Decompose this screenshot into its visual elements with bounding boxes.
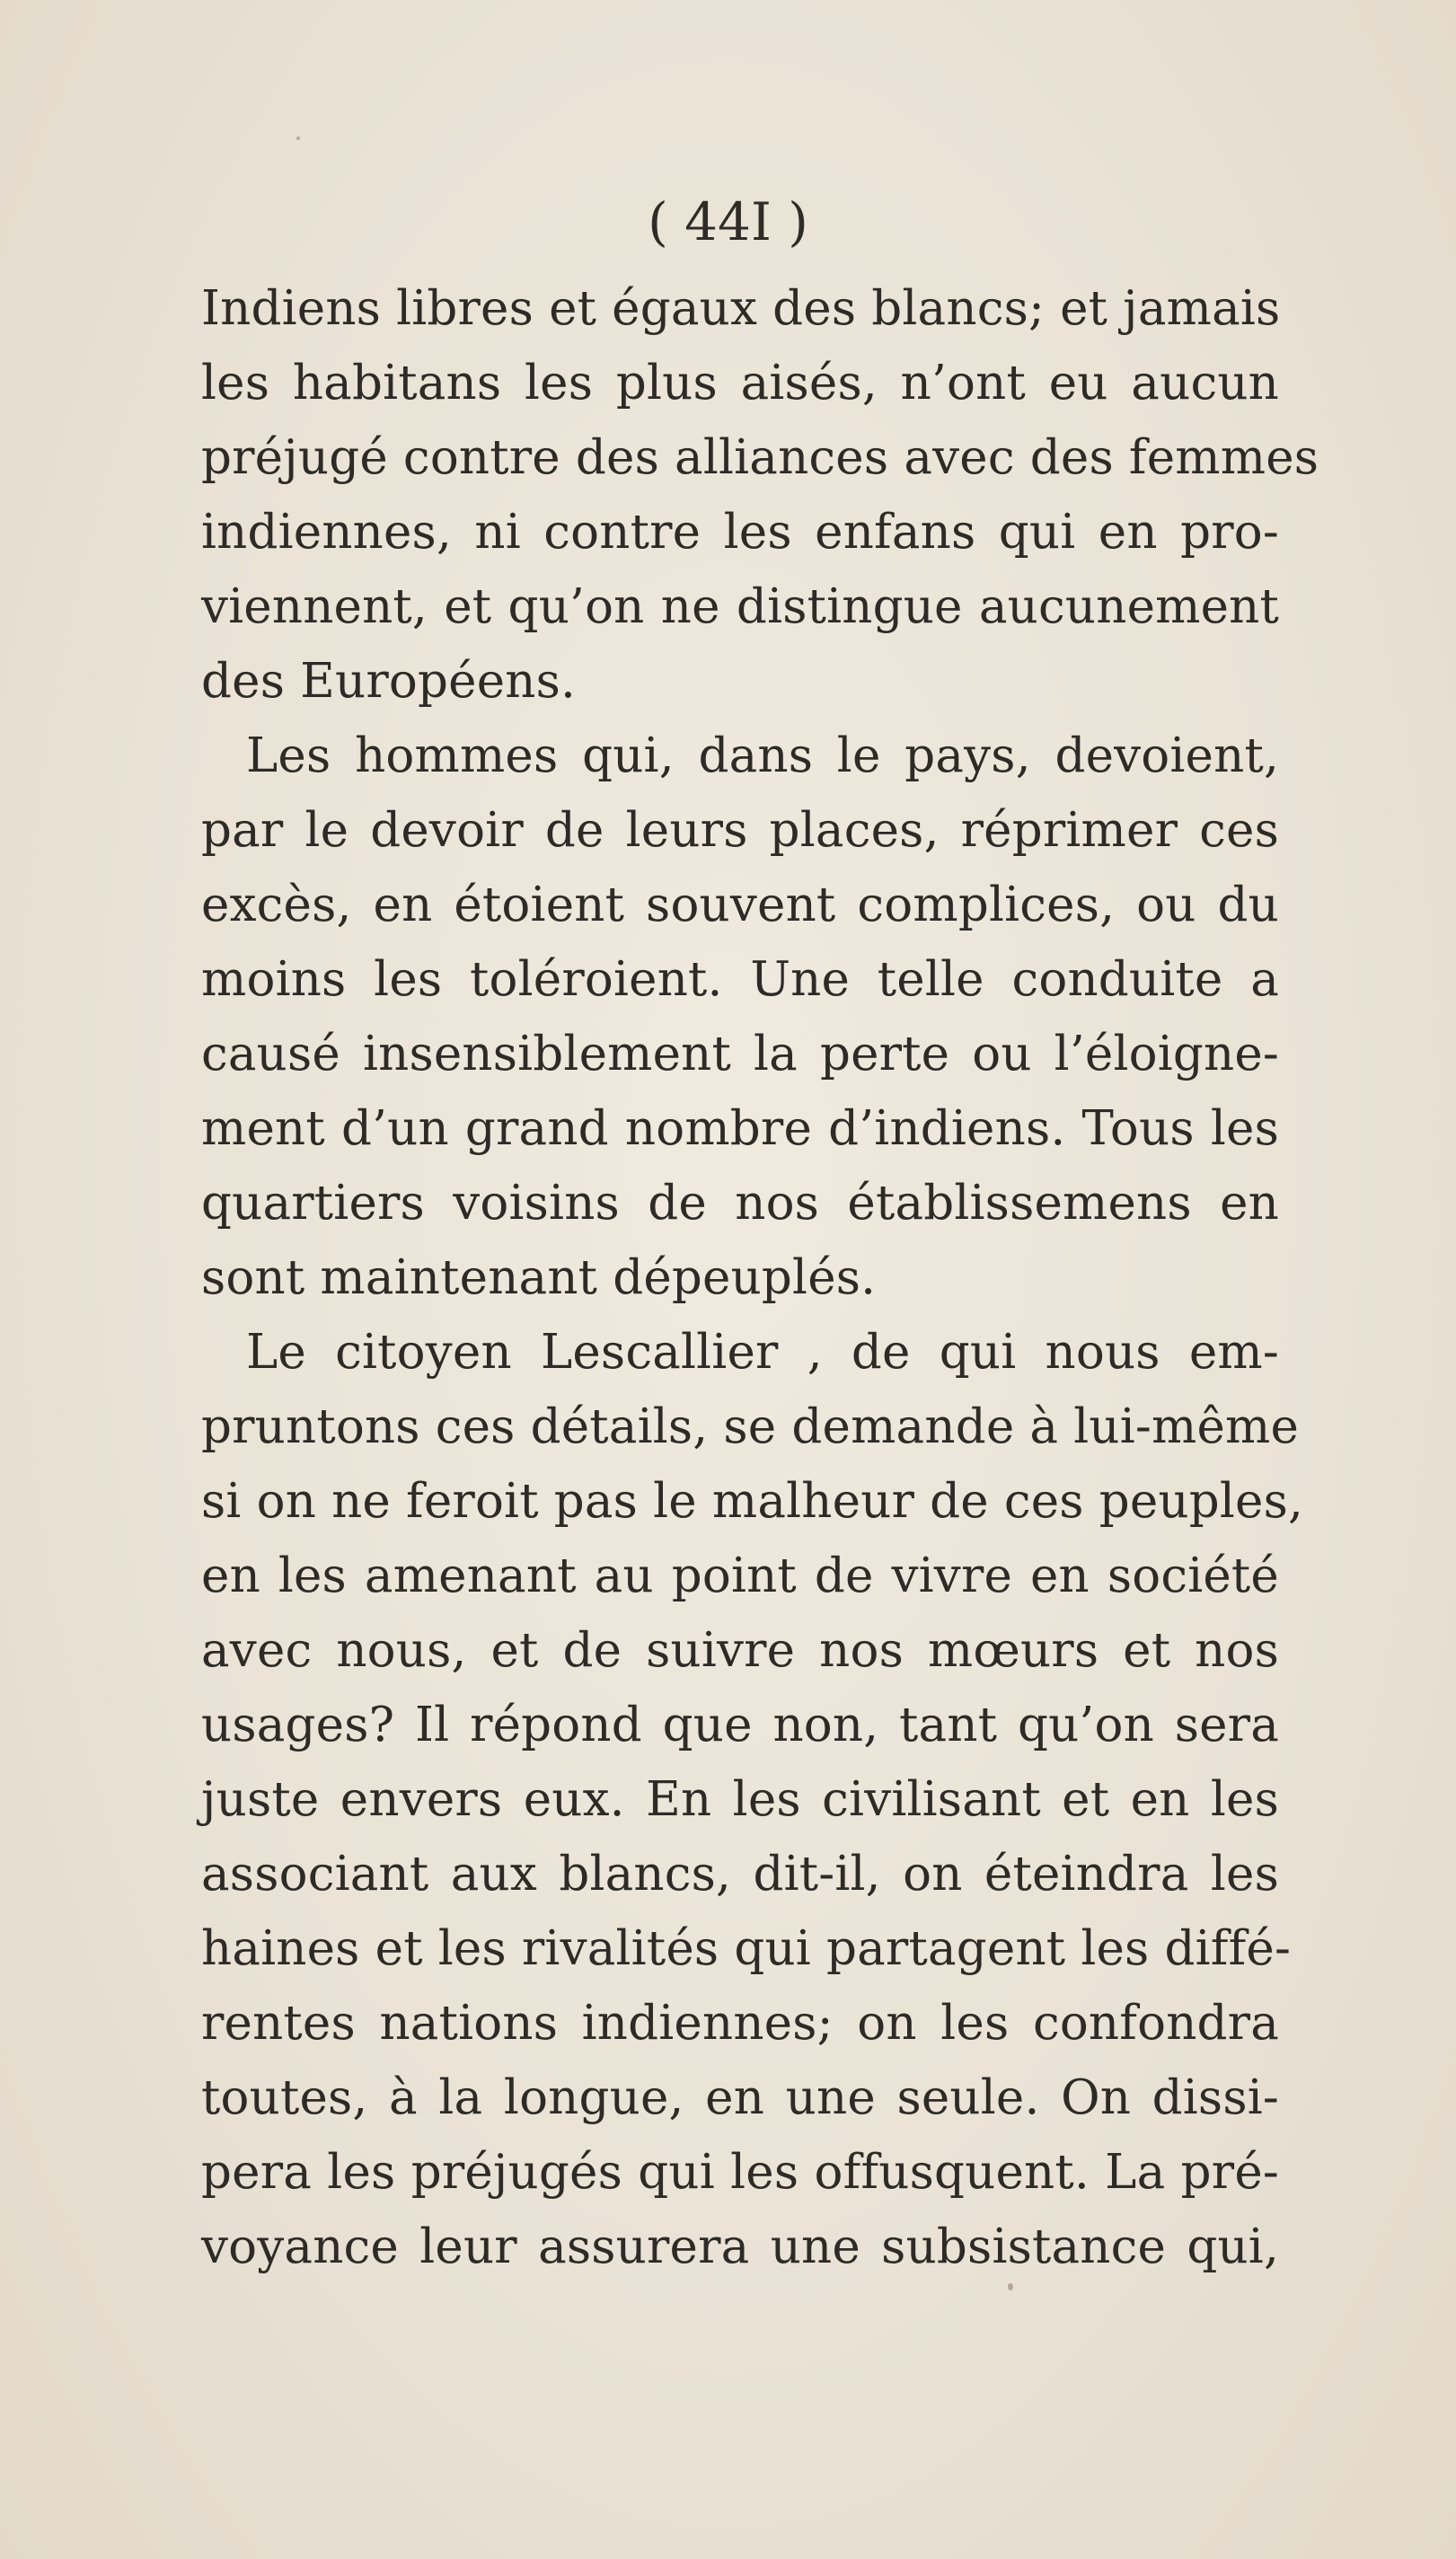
text-line: les habitans les plus aisés, n’ont eu aucun (201, 356, 1279, 410)
text-line: haines et les rivalités qui partagent les diffé- (201, 1921, 1292, 1976)
text-line: des Européens. (201, 654, 577, 709)
text-line: toutes, à la longue, en une seule. On dissi- (201, 2070, 1279, 2125)
paragraph-start-line: Les hommes qui, dans le pays, devoient, (246, 728, 1279, 783)
text-line: quartiers voisins de nos établissemens en (201, 1176, 1279, 1231)
text-line: par le devoir de leurs places, réprimer ces (201, 803, 1279, 858)
text-line: juste envers eux. En les civilisant et en les (201, 1772, 1279, 1827)
text-line: si on ne feroit pas le malheur de ces peuples, (201, 1474, 1304, 1529)
text-line: viennent, et qu’on ne distingue aucunement (201, 579, 1279, 634)
text-line: causé insensiblement la perte ou l’éloigne- (201, 1027, 1279, 1081)
paragraph-start-line: Le citoyen Lescallier , de qui nous em- (246, 1325, 1279, 1380)
text-line: ment d’un grand nombre d’indiens. Tous les (201, 1101, 1279, 1156)
text-line: excès, en étoient souvent complices, ou du (201, 878, 1279, 932)
text-line: avec nous, et de suivre nos mœurs et nos (201, 1623, 1279, 1678)
text-line: Indiens libres et égaux des blancs; et jamais (201, 281, 1281, 336)
text-line: en les amenant au point de vivre en société (201, 1549, 1279, 1603)
text-line: sont maintenant dépeuplés. (201, 1250, 877, 1305)
text-line: pera les préjugés qui les offusquent. La pré- (201, 2145, 1279, 2200)
text-line: pruntons ces détails, se demande à lui-même (201, 1399, 1300, 1454)
ink-speck (296, 137, 300, 140)
text-line: usages? Il répond que non, tant qu’on sera (201, 1698, 1279, 1752)
text-line: rentes nations indiennes; on les confondra (201, 1996, 1279, 2051)
body-text (201, 271, 1319, 2284)
text-line: voyance leur assurera une subsistance qui, (201, 2219, 1279, 2274)
text-line: préjugé contre des alliances avec des femmes (201, 430, 1319, 485)
ink-speck (1008, 2283, 1013, 2290)
text-line: moins les toléroient. Une telle conduite a (201, 952, 1279, 1007)
text-line: associant aux blancs, dit-il, on éteindra les (201, 1847, 1279, 1902)
text-line: indiennes, ni contre les enfans qui en pro- (201, 505, 1279, 560)
page-number: ( 44I ) (648, 191, 808, 252)
